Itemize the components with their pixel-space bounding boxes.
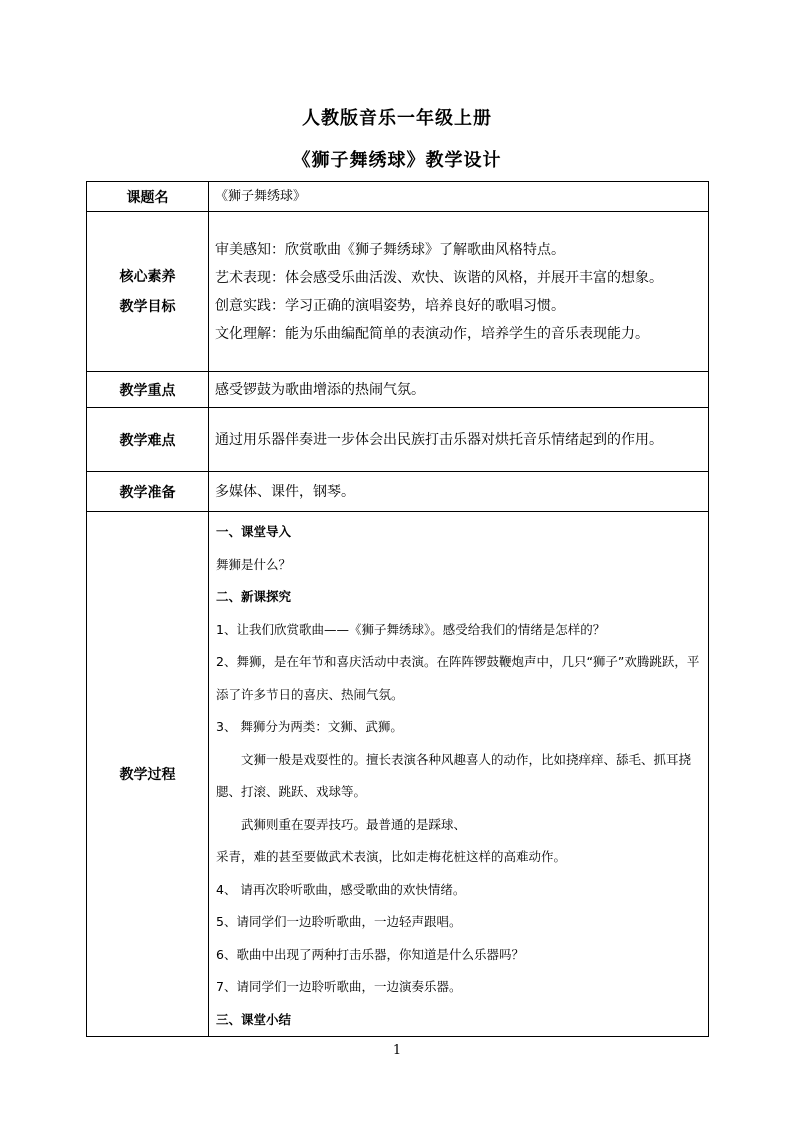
process-line: 1、让我们欣赏歌曲——《狮子舞绣球》。感受给我们的情绪是怎样的？ [216, 621, 606, 637]
process-line: 4、 请再次聆听歌曲，感受歌曲的欢快情绪。 [216, 881, 466, 897]
goal-item: 文化理解：能为乐曲编配简单的表演动作，培养学生的音乐表现能力。 [215, 325, 649, 342]
table-row-goals [87, 212, 709, 372]
label-prep: 教学准备 [87, 472, 209, 512]
process-line: 2、舞狮，是在年节和喜庆活动中表演。在阵阵锣鼓鞭炮声中，几只“狮子”欢腾跳跃，平添了许多节日的喜庆、热闹气氛。 [216, 654, 700, 702]
value-key: 感受锣鼓为歌曲增添的热闹气氛。 [209, 372, 709, 408]
document-subtitle: 《狮子舞绣球》教学设计 [292, 150, 502, 171]
table-row-process [87, 512, 709, 1037]
process-section-heading: 一、课堂导入 [216, 524, 292, 539]
value-goals [209, 212, 709, 372]
table-row-prep [87, 472, 709, 512]
process-section-heading: 三、课堂小结 [216, 1011, 292, 1027]
value-topic: 《狮子舞绣球》 [209, 182, 709, 212]
goal-item: 艺术表现：体会感受乐曲活泼、欢快、诙谐的风格，并展开丰富的想象。 [215, 269, 663, 286]
label-topic: 课题名 [87, 182, 209, 212]
label-goals-line2: 教学目标 [119, 298, 176, 315]
document-title: 人教版音乐一年级上册 [302, 108, 492, 129]
process-line: 6、歌曲中出现了两种打击乐器，你知道是什么乐器吗？ [216, 946, 524, 962]
lesson-plan-table [86, 181, 709, 1037]
table-row-key [87, 372, 709, 408]
process-line: 武狮则重在耍弄技巧。最普通的是踩球、 [241, 816, 467, 832]
process-line: 3、 舞狮分为两类：文狮、武狮。 [216, 719, 403, 734]
process-line: 舞狮是什么？ [216, 556, 292, 572]
process-line: 7、请同学们一边聆听歌曲，一边演奏乐器。 [216, 979, 462, 994]
process-line: 文狮一般是戏耍性的。擅长表演各种风趣喜人的动作，比如挠痒痒、舔毛、抓耳挠腮、打滚、跳跃、戏球等。 [216, 751, 692, 799]
table-row-topic [87, 182, 709, 212]
table-row-difficulty [87, 408, 709, 472]
process-line: 5、请同学们一边聆听歌曲，一边轻声跟唱。 [216, 914, 462, 929]
goal-item: 创意实践：学习正确的演唱姿势，培养良好的歌唱习惯。 [215, 297, 565, 314]
process-section-heading: 二、新课探究 [216, 589, 292, 604]
label-goals-line1: 核心素养 [119, 268, 176, 285]
value-difficulty: 通过用乐器伴奏进一步体会出民族打击乐器对烘托音乐情绪起到的作用。 [209, 408, 709, 472]
label-goals [87, 212, 209, 372]
label-process: 教学过程 [87, 512, 209, 1037]
process-line: 采青，难的甚至要做武术表演，比如走梅花桩这样的高难动作。 [216, 849, 567, 864]
label-key: 教学重点 [87, 372, 209, 408]
value-prep: 多媒体、课件，钢琴。 [209, 472, 709, 512]
value-process [209, 512, 709, 1037]
goal-item: 审美感知：欣赏歌曲《狮子舞绣球》了解歌曲风格特点。 [215, 241, 565, 258]
label-difficulty: 教学难点 [87, 408, 209, 472]
page-number: 1 [392, 1043, 402, 1058]
